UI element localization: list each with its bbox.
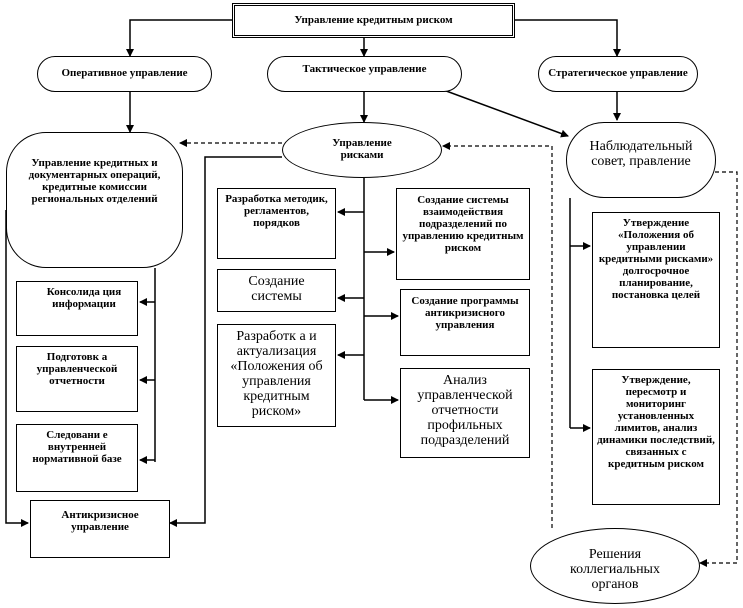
approve-limits-box [592,369,720,505]
methodology-box [217,188,336,259]
system-label: Создание системы [248,274,305,304]
operational-main-box [6,132,183,268]
anticrisis-program-label: Создание программы антикризисного управления [411,295,519,331]
interaction-box [396,188,530,280]
interaction-label: Создание системы взаимодействия подразделений по управлению кредитным риском [402,194,524,254]
reporting-label: Подготовк а управленческой отчетности [36,351,118,387]
compliance-box [16,424,138,492]
system-box [217,269,336,312]
strategic-level-label: Стратегическое управление [548,67,688,79]
approve-policy-box [592,212,720,348]
anticrisis-box [30,500,170,558]
board-box [566,122,716,198]
collegial-label: Решения коллегиальных органов [570,547,660,592]
approve-policy-label: Утверждение «Положения об управлении кредитными рисками» долгосрочное планирование, постановка целей [598,217,714,301]
methodology-label: Разработка методик, регламентов, порядков [225,193,328,229]
approve-limits-label: Утверждение, пересмотр и мониторинг установленных лимитов, анализ динамики последствий, связанных с кредитным риском [597,374,715,470]
diagram-title: Управление кредитным риском [294,14,453,26]
arrow-tactical-to-board [430,85,568,136]
arrow-title-to-operational [130,20,232,56]
anticrisis-program-box [400,289,530,356]
consolidation-box [16,281,138,336]
board-label: Наблюдательный совет, правление [589,139,693,169]
strategic-level-box [538,56,698,92]
consolidation-label: Консолида ция информации [46,286,122,310]
compliance-label: Следовани е внутренней нормативной базе [32,429,122,465]
risk-management-label: Управление рисками [332,137,392,161]
tactical-level-label: Тактическое управление [302,63,427,75]
anticrisis-label: Антикризисное управление [61,509,139,533]
analysis-label: Анализ управленческой отчетности профильных подразделений [417,373,513,448]
tactical-level-box [267,56,462,92]
analysis-box [400,368,530,458]
operational-level-label: Оперативное управление [61,67,188,79]
arrow-title-to-strategic [515,20,617,56]
collegial-box [530,528,700,604]
regulation-label: Разработк а и актуализация «Положения об управления кредитным риском» [230,329,323,419]
title-box [232,3,515,38]
operational-main-label: Управление кредитных и документарных операций, кредитные комиссии региональных отделений [28,157,161,205]
operational-level-box [37,56,212,92]
risk-management-box [282,122,442,178]
regulation-box [217,324,336,427]
reporting-box [16,346,138,412]
